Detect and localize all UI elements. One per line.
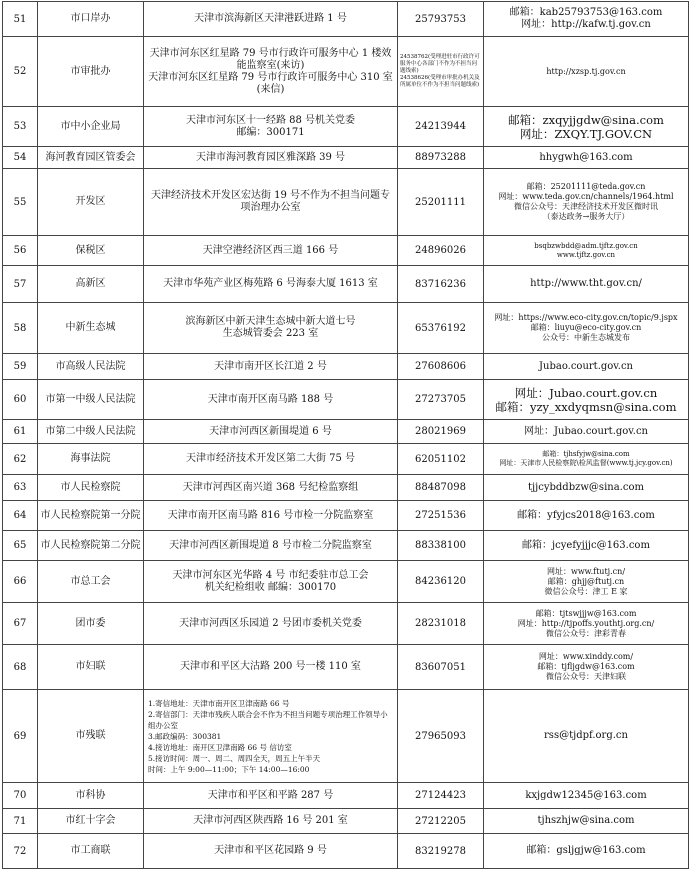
contact-cell [484, 603, 689, 645]
address-cell [144, 37, 398, 107]
row-number: 66 [3, 561, 38, 603]
phone-cell [398, 266, 484, 303]
contact-cell-line: 微信公众号：天津经济技术开发区微时讯 [514, 202, 658, 211]
contact-cell-line: Jubao.court.gov.cn [539, 360, 633, 372]
phone-cell [398, 147, 484, 169]
address-cell-line: 天津市河西区南兴道 368 号纪检监察组 [182, 481, 359, 493]
phone-cell-line: 83716236 [415, 278, 466, 290]
phone-cell [398, 444, 484, 475]
address-cell-line: 生态城管委会 223 室 [222, 328, 319, 339]
contact-cell-line: http://www.tht.gov.cn/ [530, 278, 642, 289]
phone-cell-line: 88487098 [415, 482, 466, 493]
row-number: 69 [3, 690, 38, 783]
phone-cell-line: 28231018 [415, 618, 466, 629]
phone-cell-line: 88973288 [415, 152, 466, 163]
address-cell [144, 475, 398, 501]
phone-cell-line: 27608606 [415, 361, 466, 372]
contact-cell [484, 783, 689, 809]
address-cell-line: 4.接访地址：南开区卫津南路 66 号 信访室 [148, 742, 292, 752]
address-cell-line: 天津经济技术开发区宏达街 19 号不作为不担当问题专项治理办公室 [150, 190, 391, 213]
unit-name: 高新区 [38, 266, 144, 303]
unit-name: 市工商联 [38, 834, 144, 869]
address-cell-line: 天津市和平区和平路 287 号 [207, 789, 334, 801]
unit-name: 市科协 [38, 783, 144, 809]
phone-cell [398, 236, 484, 266]
unit-name: 保税区 [38, 236, 144, 266]
row-number: 63 [3, 475, 38, 501]
row-number: 60 [3, 380, 38, 420]
row-number: 57 [3, 266, 38, 303]
unit-name: 开发区 [38, 169, 144, 236]
address-cell-line: 5.接访时间：周一、周二、周四全天，周五上午半天 [148, 753, 321, 763]
row-number: 70 [3, 783, 38, 809]
contact-cell-line: 网址：http://kafw.tj.gov.cn [521, 19, 651, 30]
unit-name: 市口岸办 [38, 2, 144, 37]
table-row [3, 834, 689, 869]
phone-cell-line: 62051102 [415, 453, 466, 465]
contact-cell-line: 邮箱：tjhsfyjw@sina.com [542, 450, 630, 458]
contact-cell-line: 邮箱：zxqyjjgdw@sina.com [508, 112, 664, 127]
contact-cell [484, 444, 689, 475]
contact-cell [484, 354, 689, 380]
row-number: 56 [3, 236, 38, 266]
contact-cell [484, 37, 689, 107]
contact-cell-line: bsqbzwbdd@adm.tjftz.gov.cn [534, 241, 638, 250]
phone-cell [398, 834, 484, 869]
phone-cell [398, 645, 484, 690]
row-number: 52 [3, 37, 38, 107]
table-row [3, 2, 689, 37]
address-cell-line: 3.邮政编码：300381 [148, 731, 222, 741]
address-cell-line: 天津空港经济区西三道 166 号 [202, 244, 339, 256]
address-cell-line: 2.寄信部门：天津市残疾人联合会不作为不担当问题专项治理工作领导小组办公室 [148, 709, 388, 730]
address-cell-line: 天津市华苑产业区梅苑路 6 号海泰大厦 1613 室 [163, 278, 378, 289]
address-cell [144, 834, 398, 869]
phone-cell [398, 2, 484, 37]
table-row [3, 501, 689, 531]
row-number: 54 [3, 147, 38, 169]
contact-cell [484, 475, 689, 501]
phone-cell-line: 28021969 [415, 426, 466, 437]
address-cell [144, 266, 398, 303]
address-cell [144, 236, 398, 266]
contact-cell-line: 微信公众号：津工 E 家 [544, 586, 628, 596]
contact-cell-line: 邮箱：jcyefyjjjc@163.com [522, 539, 650, 551]
contact-cell [484, 169, 689, 236]
contact-cell [484, 303, 689, 354]
phone-cell-line: 27124423 [415, 790, 466, 801]
contact-cell [484, 2, 689, 37]
phone-cell [398, 303, 484, 354]
table-row [3, 236, 689, 266]
phone-cell-line: 27212205 [415, 815, 466, 827]
address-cell [144, 783, 398, 809]
contact-table [2, 1, 689, 869]
unit-name: 市妇联 [38, 645, 144, 690]
address-cell [144, 645, 398, 690]
address-cell-line: 天津市河西区乐园道 2 号团市委机关党委 [179, 617, 362, 629]
table-body [3, 2, 689, 869]
contact-cell-line: 邮箱：25201111@teda.gov.cn [526, 182, 646, 191]
table-row [3, 169, 689, 236]
phone-cell [398, 107, 484, 147]
unit-name: 中新生态城 [38, 303, 144, 354]
unit-name: 海河教育园区管委会 [38, 147, 144, 169]
phone-cell-line: 25201111 [415, 196, 466, 208]
contact-cell [484, 809, 689, 834]
phone-cell [398, 420, 484, 444]
contact-cell-line: kxjgdw12345@163.com [525, 789, 647, 801]
address-cell [144, 690, 398, 783]
contact-cell-line: 邮箱：yzy_xxdyqmsn@sina.com [495, 399, 677, 414]
contact-cell-line: 网址：Jubao.court.gov.cn [514, 385, 658, 400]
contact-cell-line: 邮箱：gsljgjw@163.com [526, 845, 646, 856]
contact-cell-line: 网址：Jubao.court.gov.cn [524, 425, 648, 437]
address-cell-line: 天津市河西区陕西路 16 号 201 室 [193, 815, 348, 826]
phone-cell-line: 24538762(受理进驻市行政许可服务中心各部门不作为不担当问题线索) [400, 54, 480, 74]
address-cell-line: 天津市和平区花园路 9 号 [214, 845, 327, 856]
row-number: 62 [3, 444, 38, 475]
table-row [3, 690, 689, 783]
unit-name: 市高级人民法院 [38, 354, 144, 380]
contact-cell-line: rss@tjdpf.org.cn [544, 730, 628, 741]
contact-cell-line: 邮箱：tjfljgdw@163.com [537, 662, 635, 671]
contact-cell [484, 531, 689, 561]
unit-name: 市审批办 [38, 37, 144, 107]
contact-cell [484, 420, 689, 444]
contact-cell-line: 网址：www.ftutj.cn/ [546, 566, 626, 576]
table-row [3, 645, 689, 690]
table-row [3, 603, 689, 645]
address-cell-line: 滨海新区中新天津生态城中新大道七号 [185, 316, 356, 327]
address-cell [144, 809, 398, 834]
table-row [3, 475, 689, 501]
phone-cell [398, 561, 484, 603]
address-cell-line: 天津市河西区新围堤道 8 号市检二分院监察室 [169, 539, 372, 551]
contact-cell-line: http://xzsp.tj.gov.cn [546, 66, 626, 76]
phone-cell-line: 83607051 [415, 661, 466, 673]
unit-name: 市人民检察院 [38, 475, 144, 501]
phone-cell-line: 24213944 [415, 121, 466, 132]
contact-cell-line: tjjcybddbzw@sina.com [528, 481, 644, 493]
table-row [3, 809, 689, 834]
phone-cell [398, 531, 484, 561]
phone-cell [398, 501, 484, 531]
phone-cell-line: 65376192 [415, 322, 466, 334]
contact-cell [484, 834, 689, 869]
address-cell-line: 天津市河东区十一经路 88 号机关党委 [185, 114, 356, 126]
address-cell-line: 天津市河东区红星路 79 号市行政许可服务中心 1 楼效能监察室(来访) [149, 47, 392, 71]
row-number: 59 [3, 354, 38, 380]
address-cell-line: 天津市河东区红星路 79 号市行政许可服务中心 310 室(来信) [148, 71, 393, 95]
phone-cell-line: 24896026 [415, 245, 466, 256]
contact-cell-line: 邮箱：tjtswjjjw@163.com [535, 608, 637, 618]
unit-name: 市人民检察院第二分院 [38, 531, 144, 561]
row-number: 61 [3, 420, 38, 444]
address-cell-line: 邮编：300171 [236, 126, 305, 138]
phone-cell [398, 354, 484, 380]
address-cell [144, 2, 398, 37]
table-row [3, 37, 689, 107]
address-cell [144, 420, 398, 444]
address-cell [144, 603, 398, 645]
address-cell [144, 444, 398, 475]
contact-cell [484, 501, 689, 531]
unit-name: 市第二中级人民法院 [38, 420, 144, 444]
table-row [3, 380, 689, 420]
contact-cell-line: 邮箱：kab25793753@163.com [509, 7, 663, 18]
address-cell-line: 天津市滨海新区天津港跃进路 1 号 [194, 13, 347, 24]
address-cell [144, 169, 398, 236]
contact-cell-line: （泰达政务→服务大厅） [542, 212, 630, 221]
address-cell-line: 天津市河西区新围堤道 6 号 [209, 425, 332, 437]
table-row [3, 303, 689, 354]
address-cell [144, 107, 398, 147]
contact-cell-line: 邮箱：ghjj@ftutj.cn [547, 576, 625, 586]
address-cell-line: 天津市河东区光华路 4 号 市纪委驻市总工会 [172, 569, 369, 581]
table-row [3, 531, 689, 561]
phone-cell-line: 83219278 [415, 845, 466, 857]
row-number: 53 [3, 107, 38, 147]
table-row [3, 444, 689, 475]
contact-cell-line: www.tjftz.gov.cn [556, 250, 616, 259]
contact-cell-line: 邮箱：yfyjcs2018@163.com [517, 509, 655, 521]
unit-name: 市人民检察院第一分院 [38, 501, 144, 531]
row-number: 68 [3, 645, 38, 690]
address-cell-line: 天津市经济技术开发区第二大街 75 号 [185, 453, 356, 464]
phone-cell [398, 690, 484, 783]
address-cell-line: 1.寄信地址：天津市南开区卫津南路 66 号 [148, 698, 290, 708]
unit-name: 市残联 [38, 690, 144, 783]
unit-name: 市中小企业局 [38, 107, 144, 147]
contact-cell-line: 网址：ZXQY.TJ.GOV.CN [519, 126, 653, 141]
address-cell-line: 时间：上午 9:00—11:00；下午 14:00—16:00 [148, 764, 310, 774]
contact-cell-line: 网址：http://tjpoffs.youthtj.org.cn/ [517, 618, 655, 628]
row-number: 64 [3, 501, 38, 531]
table-row [3, 266, 689, 303]
contact-cell-line: 网址：www.teda.gov.cn/channels/1964.html [498, 192, 674, 201]
table-row [3, 354, 689, 380]
phone-cell-line: 84236120 [415, 576, 466, 587]
phone-cell-line: 88338100 [415, 540, 466, 551]
contact-cell [484, 236, 689, 266]
address-cell [144, 380, 398, 420]
contact-cell-line: tjhszhjw@sina.com [537, 815, 635, 826]
phone-cell-line: 27965093 [415, 730, 466, 742]
contact-cell-line: 网址：https://www.eco-city.gov.cn/topic/9.jspx [494, 313, 678, 322]
address-cell [144, 561, 398, 603]
phone-cell-line: 25793753 [415, 13, 466, 25]
unit-name: 团市委 [38, 603, 144, 645]
phone-cell [398, 380, 484, 420]
address-cell-line: 天津市海河教育园区雅深路 39 号 [195, 151, 346, 163]
table-row [3, 783, 689, 809]
contact-cell-line: 微信公众号：津彩青春 [546, 628, 626, 638]
contact-cell-line: hhygwh@163.com [539, 151, 633, 163]
row-number: 51 [3, 2, 38, 37]
phone-cell-line: 27273705 [415, 394, 466, 405]
phone-cell [398, 603, 484, 645]
address-cell-line: 机关纪检组收 邮编：300170 [204, 581, 337, 593]
phone-cell [398, 37, 484, 107]
phone-cell-line: 24538626(受理市审批办机关及所属单位不作为不担当问题线索) [400, 75, 480, 88]
phone-cell-line: 27251536 [415, 510, 466, 521]
contact-cell [484, 266, 689, 303]
row-number: 65 [3, 531, 38, 561]
contact-cell-line: 网址：天津市人民检察院\检风监督(www.tj.jcy.gov.cn) [499, 459, 673, 467]
row-number: 55 [3, 169, 38, 236]
address-cell [144, 147, 398, 169]
address-cell-line: 天津市和平区大沽路 200 号一楼 110 室 [180, 661, 361, 672]
phone-cell [398, 169, 484, 236]
address-cell [144, 354, 398, 380]
contact-cell-line: 网址：www.xinddy.com/ [538, 652, 634, 661]
address-cell-line: 天津市南开区南马路 188 号 [207, 393, 334, 405]
contact-cell [484, 561, 689, 603]
phone-cell [398, 475, 484, 501]
row-number: 58 [3, 303, 38, 354]
table-row [3, 147, 689, 169]
row-number: 72 [3, 834, 38, 869]
contact-cell [484, 690, 689, 783]
address-cell [144, 531, 398, 561]
phone-cell [398, 809, 484, 834]
table-row [3, 420, 689, 444]
contact-cell [484, 645, 689, 690]
contact-cell-line: 微信公众号：天津妇联 [546, 672, 626, 681]
address-cell [144, 501, 398, 531]
unit-name: 海事法院 [38, 444, 144, 475]
contact-cell-line: 邮箱：liuyu@eco-city.gov.cn [530, 323, 642, 332]
contact-cell [484, 107, 689, 147]
unit-name: 市总工会 [38, 561, 144, 603]
address-cell-line: 天津市南开区长江道 2 号 [214, 360, 327, 372]
row-number: 71 [3, 809, 38, 834]
unit-name: 市第一中级人民法院 [38, 380, 144, 420]
table-row [3, 107, 689, 147]
contact-cell [484, 380, 689, 420]
address-cell-line: 天津市南开区南马路 816 号市检一分院监察室 [167, 509, 374, 521]
phone-cell [398, 783, 484, 809]
table-row [3, 561, 689, 603]
unit-name: 市红十字会 [38, 809, 144, 834]
row-number: 67 [3, 603, 38, 645]
contact-cell-line: 公众号：中新生态城发布 [542, 333, 630, 342]
contact-cell [484, 147, 689, 169]
address-cell [144, 303, 398, 354]
